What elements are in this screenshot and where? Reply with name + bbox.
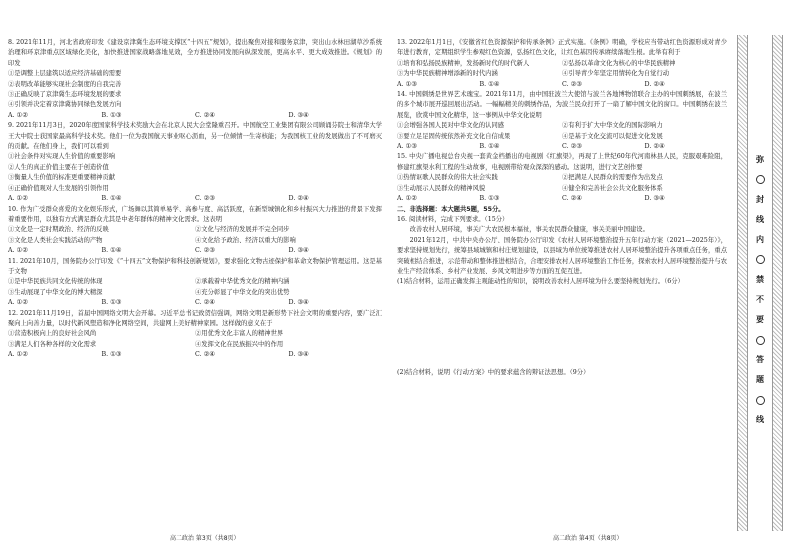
answer-c: C. ②③ [562,80,582,88]
answer-d: D. ③④ [288,111,309,119]
answer-d: D. ③④ [288,351,309,359]
answer-a: A. ①③ [397,80,417,88]
option-3: ③衡量人生价值的标准更重要精神贡献 [8,174,116,182]
answer-b: B. ①④ [101,247,122,255]
circle-icon [756,175,765,184]
answer-c: C. ②④ [195,299,215,307]
page-footer-right: 高二政治 第4页（共8页） [553,535,623,542]
question-stem: 15. 中央广播电视总台央视一套黄金档播出的电视剧《红旗渠》，再现了上世纪60年代河南林县人民，克服艰难险阻，修建红旗渠水利工程的生动故事，电视剧带给观众深深的感动。这说明，进行文艺创作要 [397,153,727,171]
answer-choices [8,111,382,121]
question-10 [8,205,382,257]
answer-d: D. ③④ [644,195,665,203]
option-2: ②弘扬以革命文化为核心的中华民族精神 [562,59,676,67]
option-4: ④是基于文化交流可以促进文化发展 [562,132,663,140]
binding-strip [737,35,783,531]
question-15 [397,152,727,204]
answer-a: A. ①② [8,111,28,119]
question-13 [397,38,727,90]
answer-a: A. ①② [8,247,28,255]
option-3: ③生动展现了中华文化的博大精深 [8,288,103,296]
question-12 [8,309,382,361]
answer-d: D. ③④ [288,299,309,307]
answer-b: B. ①④ [479,80,500,88]
question-stem: 9. 2021年11月3日，2020年度国家科学技术奖励大会在北京人民大会堂隆重召开。中国航空工业集团有限公司顾诵芬院士和清华大学王大中院士获国家最高科学技术奖。他们一位为我国航天事业呕心沥血，另一位倾情一生寄核能；为我国核工业的发展做出了不可磨灭的贡献。在他们身上，我们可以看到 [8,122,382,151]
hatched-border [772,35,783,531]
answer-a: A. ①② [8,351,28,359]
question-9 [8,121,382,204]
material-paragraph: 改善农村人居环境，事关广大农民根本福祉，事关农民群众健康，事关美丽中国建设。 [409,226,649,234]
answer-space [397,288,727,328]
answer-b: B. ①③ [101,299,122,307]
question-11 [8,257,382,309]
answer-c: C. ②③ [195,195,215,203]
option-4: ④健全和完善社会公共文化服务体系 [562,184,663,192]
answer-choices [8,350,382,360]
option-3: ③文化是人类社会实践活动的产物 [8,236,103,244]
option-1: ①社会条件对实现人生价值的重要影响 [8,153,116,161]
question-stem: 12. 2021年11月19日，首届中国网络文明大会开幕。习近平总书记致贺信强调，网络文明是新形势下社会文明的重要内容，要广泛汇聚向上向善力量，以时代新风塑造和净化网络空间，共建网上美好精神家园。这样做的意义在于 [8,309,382,327]
option-4: ④引导青少年坚定用情转化为自觉行动 [562,70,670,78]
option-2: ②表明改革能够实现社会制度的自我完善 [8,80,122,88]
answer-c: C. ②④ [562,195,582,203]
option-4: ④发挥文化在民族振兴中的作用 [195,340,284,348]
seal-line-text: 弥 封 线 内 禁 不 要 答 题 线 [756,155,764,424]
question-8 [8,38,382,121]
sub-question-2: (2)结合材料，说明《行动方案》中的要求蕴含的辩证法思想。（9分） [397,368,590,376]
answer-choices [397,194,727,204]
circle-icon [756,396,765,405]
answer-c: C. ②③ [562,143,582,151]
option-3: ③正确反映了京津冀生态环境发展的要求 [8,91,122,99]
answer-b: B. ①④ [479,143,500,151]
option-2: ②把满足人民群众的需要作为出发点 [562,174,663,182]
option-1: ①营造积极向上的良好社会风尚 [8,330,97,338]
question-stem: 8. 2021年11月，河北省政府印发《建设京津冀生态环境支撑区“十四五”规划》，提出聚焦对接和服务京津，突出山水林田湖草沙系统治理和环京津重点区域绿化美化，加快推进国家战略落地见效，全方推进协同发展向纵深发展，更高水平、更大成效推进。《规划》的印发 [8,39,382,67]
option-1: ①会增强各国人民对中华文化的认同感 [397,122,505,130]
answer-a: A. ①② [8,195,28,203]
option-3: ③满足人们各种各样的文化需求 [8,340,97,348]
answer-c: C. ②④ [195,111,215,119]
left-page-column [8,38,382,361]
option-2: ②承载着中华优秀文化的精神内涵 [195,278,290,286]
answer-b: B. ①③ [479,195,500,203]
answer-b: B. ①③ [101,111,122,119]
answer-b: B. ①④ [101,195,122,203]
circle-icon [756,336,765,345]
sub-question-1: (1)结合材料，运用正确发挥主观能动性的知识，说明改善农村人居环境为什么要坚持规划先行。（6分） [397,278,684,286]
answer-choices [397,80,727,90]
circle-icon [756,255,765,264]
option-1: ①是调整上层建筑以适应经济基础的需要 [8,70,122,78]
question-stem: 11. 2021年10月，国务院办公厅印发《“十四五”文物保护和科技创新规划》，要求强化文物古迹保护和革命文物保护管理运用。这是基于文物 [8,257,382,275]
answer-a: A. ①③ [397,143,417,151]
answer-choices [397,142,727,152]
answer-c: C. ②④ [195,351,215,359]
answer-choices [8,246,382,256]
option-2: ②文化与经济的发展并不完全同步 [195,226,290,234]
option-3: ③为中华民族精神增添新的时代内涵 [397,70,498,78]
question-stem: 16. 阅读材料，完成下列要求。（15分） [397,215,509,223]
answer-space [397,328,727,368]
answer-d: D. ②④ [288,195,309,203]
option-2: ②有利于扩大中华文化的国际影响力 [562,122,663,130]
option-2: ②用优秀文化丰富人的精神世界 [195,330,284,338]
option-2: ②人生的真正价值主要在于创造价值 [8,163,109,171]
question-stem: 10. 作为广受群众喜爱的文化娱乐形式，广场舞以其简单易学、高参与度、高活跃度，在新型城镇化和乡村振兴大力推进的背景下发挥着重要作用，以独有方式满足群众尤其是中老年群体的精神文化需求。这表明 [8,205,382,223]
answer-d: D. ②④ [644,143,665,151]
answer-c: C. ②③ [195,247,215,255]
option-1: ①培育和弘扬民族精神，发扬新时代的时代新人 [397,59,530,67]
option-4: ④正确价值观对人生发展的引领作用 [8,184,109,192]
material-paragraph: 2021年12月，中共中央办公厅、国务院办公厅印发《农村人居环境整治提升五年行动方案（2021—2025年）》，要求坚持规划先行，统筹县域城镇和村庄规划建设，以县域为单位统筹推进农村人居环境整治提升各项重点任务，重点突破相结合推进，示范带动和整体推进相结合，合理安排农村人居环境整治工作任务，探索农村人居环境整治提升与农业生产经营体系、乡村产业发展、乡风文明进步等方面的互促互进。 [397,236,727,275]
right-page-column [397,38,727,378]
answer-d: D. ③④ [288,247,309,255]
answer-choices [8,298,382,308]
answer-b: B. ①③ [101,351,122,359]
option-1: ①是中华民族共同文化传统的体现 [8,278,103,286]
question-16 [397,215,727,378]
option-4: ④引领并决定着京津冀协同绿色发展方向 [8,101,122,109]
option-4: ④充分彰显了中华文化的突出优势 [195,288,290,296]
option-3: ③生动展示人民群众的精神风貌 [397,184,486,192]
hatched-border [737,35,748,531]
answer-a: A. ①② [397,195,417,203]
option-1: ①热情讴歌人民群众的伟大社会实践 [397,174,498,182]
section-heading: 二、非选择题：本大题共5题，55分。 [397,205,505,213]
answer-choices [8,194,382,204]
option-3: ③要立足足固传统依然补充文化自信成果 [397,132,511,140]
question-stem: 14. 中国刺绣是世界艺术瑰宝。2021年11月，由中国驻波兰大使馆与波兰各地博物馆联合主办的中国刺绣展，在波兰的多个城市展开巡回展出活动。一幅幅精美的刺绣作品，为波兰民众打开了一扇了解中国文化的窗口。中国刺绣在波兰展览，欣赏中国文化精华，这一事例从中华文化说明 [397,91,727,119]
question-stem: 13. 2022年1月1日，《安徽省红色资源保护和传承条例》正式实施。《条例》明确，学校应当带动红色资源形成对青少年进行教育，定期组织学生参观红色资源，弘扬红色文化，让红色基因传承赓续落地生根。此举有利于 [397,39,727,57]
answer-d: D. ②④ [644,80,665,88]
option-4: ④文化给予政治、经济以重大的影响 [195,236,296,244]
page-footer-left: 高二政治 第3页（共8页） [170,535,240,542]
answer-a: A. ①② [8,299,28,307]
option-1: ①文化是一定时期政治、经济的反映 [8,226,109,234]
question-14 [397,90,727,152]
